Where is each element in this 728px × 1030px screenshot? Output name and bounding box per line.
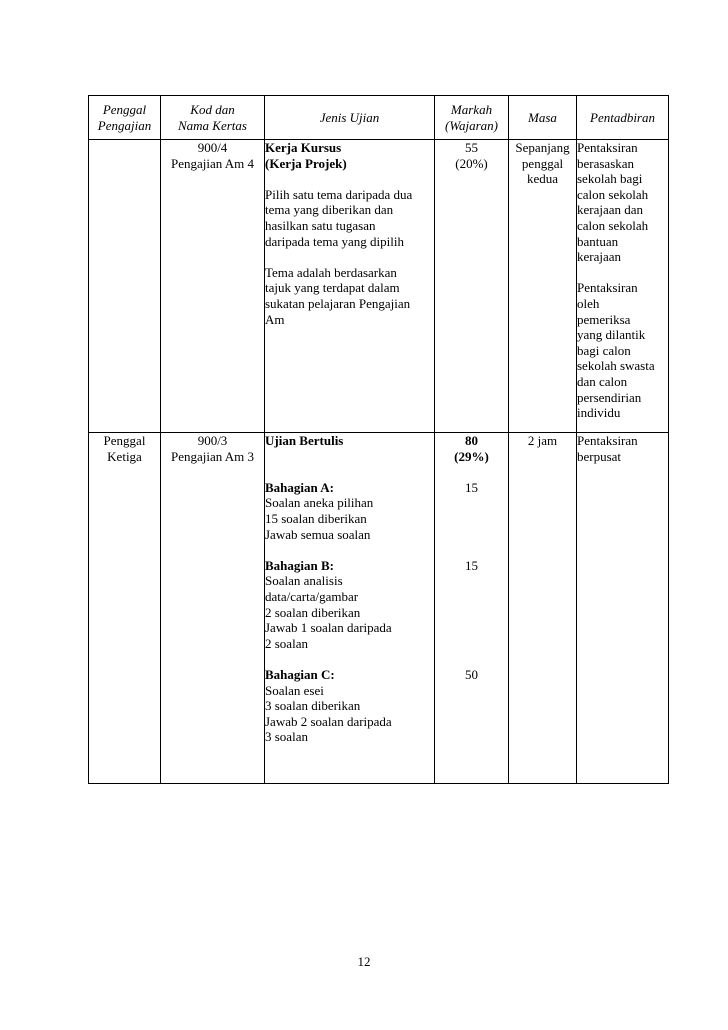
row2-markah-value: 80 — [465, 433, 478, 448]
section-c-text: Jawab 2 soalan daripada — [265, 713, 392, 729]
row2-kod-code: 900/3 — [197, 433, 228, 448]
section-c-title: Bahagian C: — [265, 666, 335, 682]
header-masa: Masa — [509, 96, 577, 140]
row1-markah-value: 55 — [465, 140, 478, 155]
row1-pent-text: calon sekolah — [577, 186, 649, 202]
exam-format-table — [88, 95, 669, 784]
row1-jenis-text: Am — [265, 311, 285, 327]
row1-pent-text: kerajaan — [577, 249, 622, 265]
row1-jenis-text: Tema adalah berdasarkan — [265, 264, 397, 280]
row2-penggal-line1: Penggal — [103, 433, 146, 448]
header-pentadbiran: Pentadbiran — [577, 96, 669, 140]
header-penggal-line1: Penggal — [102, 101, 147, 117]
header-markah-line2: (Wajaran) — [445, 117, 498, 133]
page-number: 12 — [357, 954, 371, 969]
row2-kod — [161, 433, 265, 784]
section-b-text: 2 soalan — [265, 635, 308, 651]
row2-wajaran-value: (29%) — [454, 448, 489, 464]
header-kod-line2: Nama Kertas — [178, 117, 247, 133]
row2-pent-text: Pentaksiran — [577, 433, 638, 448]
row1-kod — [161, 140, 265, 433]
row2-jenis — [265, 433, 435, 784]
row2-markah — [435, 433, 509, 784]
section-c-text: Soalan esei — [265, 682, 324, 698]
row1-masa — [509, 140, 577, 433]
table-header-row — [89, 96, 669, 140]
section-c-text: 3 soalan diberikan — [265, 698, 361, 714]
row2-jenis-title: Ujian Bertulis — [265, 433, 344, 448]
row2-pentadbiran — [577, 433, 669, 784]
section-a-title: Bahagian A: — [265, 479, 334, 495]
row1-wajaran-value: (20%) — [455, 155, 488, 171]
table-row — [89, 140, 669, 433]
section-a-text: Jawab semua soalan — [265, 526, 371, 542]
row1-pent-text: Pentaksiran — [577, 140, 638, 155]
table-row — [89, 433, 669, 784]
section-a-text: Soalan aneka pilihan — [265, 495, 374, 511]
row1-jenis-text: daripada tema yang dipilih — [265, 233, 404, 249]
row2-pent-text: berpusat — [577, 448, 622, 464]
header-kod — [161, 96, 265, 140]
row1-pent-text: calon sekolah — [577, 217, 649, 233]
row1-pent-text: bagi calon — [577, 342, 631, 358]
section-b-text: Jawab 1 soalan daripada — [265, 620, 392, 636]
row1-masa-text: Sepanjang — [515, 140, 570, 155]
row1-pent-text: yang dilantik — [577, 327, 646, 343]
row1-markah — [435, 140, 509, 433]
row1-pent-text: persendirian — [577, 389, 642, 405]
header-jenis: Jenis Ujian — [265, 96, 435, 140]
row1-penggal — [89, 140, 161, 433]
row1-jenis-text: hasilkan satu tugasan — [265, 217, 376, 233]
row1-pent-text: kerajaan dan — [577, 202, 644, 218]
row1-jenis-title: Kerja Kursus — [265, 140, 342, 155]
header-markah-line1: Markah — [450, 101, 493, 117]
row1-pent-text: sekolah swasta — [577, 358, 655, 374]
section-a-mark: 15 — [465, 479, 478, 495]
row1-jenis-subtitle: (Kerja Projek) — [265, 155, 347, 171]
section-b-text: Soalan analisis — [265, 573, 343, 589]
row1-masa-text: penggal — [521, 155, 564, 171]
row1-pent-text: oleh — [577, 295, 600, 311]
row1-pent-text: dan calon — [577, 373, 628, 389]
section-c-text: 3 soalan — [265, 729, 308, 745]
row1-pent-text: bantuan — [577, 233, 619, 249]
section-b-text: 2 soalan diberikan — [265, 604, 361, 620]
row1-jenis-text: Pilih satu tema daripada dua — [265, 186, 413, 202]
row1-kod-name: Pengajian Am 4 — [170, 155, 255, 171]
row2-penggal-line2: Ketiga — [107, 448, 142, 464]
section-c-mark: 50 — [465, 666, 478, 682]
section-b-mark: 15 — [465, 557, 478, 573]
header-markah — [435, 96, 509, 140]
row1-jenis — [265, 140, 435, 433]
row1-kod-code: 900/4 — [197, 140, 228, 155]
section-a-text: 15 soalan diberikan — [265, 510, 367, 526]
row1-pent-text: berasaskan — [577, 155, 635, 171]
row1-pent-text: pemeriksa — [577, 311, 631, 327]
section-b-text: data/carta/gambar — [265, 588, 359, 604]
header-penggal-line2: Pengajian — [97, 117, 152, 133]
row1-pentadbiran — [577, 140, 669, 433]
row1-masa-text: kedua — [526, 171, 559, 187]
row2-masa: 2 jam — [509, 433, 577, 784]
row1-pent-text: individu — [577, 405, 621, 421]
row1-pent-text: Pentaksiran — [577, 280, 638, 296]
row1-jenis-text: tema yang diberikan dan — [265, 202, 394, 218]
row2-kod-name: Pengajian Am 3 — [170, 448, 255, 464]
row1-pent-text: sekolah bagi — [577, 171, 643, 187]
row1-jenis-text: tajuk yang terdapat dalam — [265, 280, 400, 296]
header-kod-line1: Kod dan — [190, 101, 235, 117]
row2-penggal — [89, 433, 161, 784]
header-penggal — [89, 96, 161, 140]
section-b-title: Bahagian B: — [265, 557, 334, 573]
row1-jenis-text: sukatan pelajaran Pengajian — [265, 295, 411, 311]
